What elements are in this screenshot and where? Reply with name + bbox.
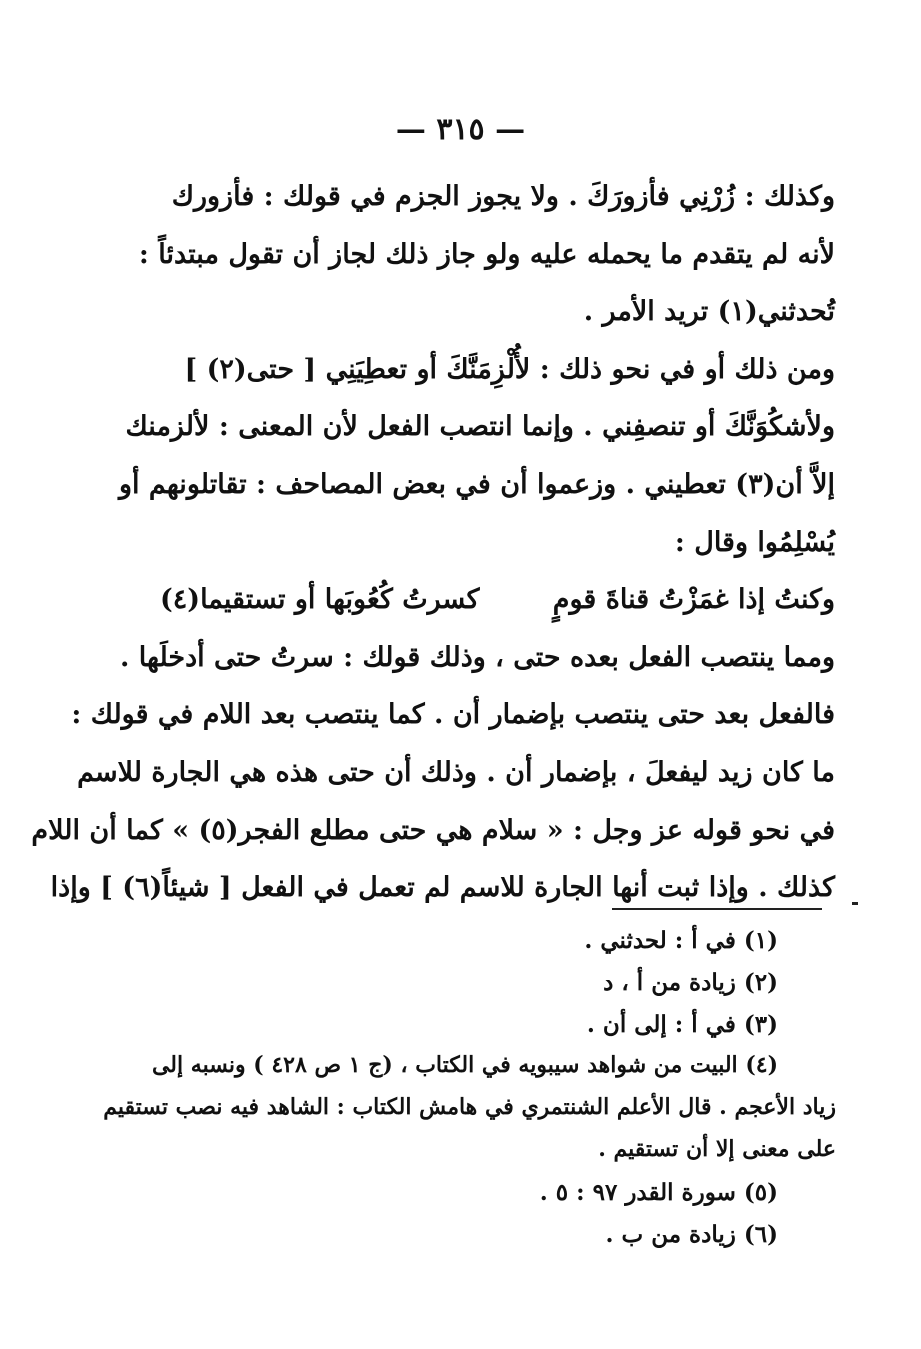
verse-first-hemistich: وكنتُ إذا غمَزْتُ قناةَ قومٍ: [552, 584, 835, 616]
text-line: يُسْلِمُوا وقال :: [674, 526, 835, 558]
footnote-separator: [612, 908, 822, 910]
text-line: إلاَّ أن(٣) تعطيني . وزعموا أن في بعض المصاحف : تقاتلونهم أو: [118, 468, 835, 500]
footnote-3: (٣) في أ : إلى أن .: [586, 1011, 778, 1038]
text-line: وكذلك : زُرْنِي فأزورَكَ . ولا يجوز الجزم في قولك : فأزورك: [171, 181, 835, 212]
main-text: [31, 168, 835, 917]
text-line: ما كان زيد ليفعلَ ، بإضمار أن . وذلك أن حتى هذه هي الجارة للاسم: [77, 756, 835, 788]
poetry-verse: [160, 571, 835, 629]
text-line: كذلك . وإذا ثبت أنها الجارة للاسم لم تعمل في الفعل [ شيئاً(٦) ] وإذا: [50, 872, 835, 904]
footnote-2: (٢) زيادة من أ ، د: [603, 969, 778, 996]
text-line: تُحدثني(١) تريد الأمر .: [583, 296, 835, 328]
text-line: ومن ذلك أو في نحو ذلك : لأُلْزِمَنَّكَ أو تعطِيَنِي [ حتى(٢) ]: [184, 353, 835, 385]
text-line: ومما ينتصب الفعل بعده حتى ، وذلك قولك : سرتُ حتى أدخلَها .: [120, 641, 835, 673]
footnotes: [103, 920, 836, 1256]
verse-second-hemistich: كسرتُ كُعُوبَها أو تستقيما(٤): [160, 584, 480, 616]
page-number: — ٣١٥ —: [395, 112, 526, 147]
footnote-6: (٦) زيادة من ب .: [605, 1221, 778, 1248]
footnote-4: (٤) البيت من شواهد سيبويه في الكتاب ، (ج ١ ص ٤٢٨ ) ونسبه إلى: [151, 1052, 778, 1078]
footnote-4-continuation: زياد الأعجم . قال الأعلم الشنتمري في هامش الكتاب : الشاهد فيه نصب تستقيم: [103, 1094, 836, 1120]
text-line: ولأشكُوَنَّكَ أو تنصفِني . وإنما انتصب الفعل لأن المعنى : لألزمنك: [125, 411, 835, 443]
footnote-4-continuation: على معنى إلا أن تستقيم .: [598, 1136, 836, 1162]
footnote-1: (١) في أ : لحدثني .: [584, 927, 778, 954]
text-line: في نحو قوله عز وجل : « سلام هي حتى مطلع الفجر(٥) » كما أن اللام: [31, 814, 835, 846]
text-line: لأنه لم يتقدم ما يحمله عليه ولو جاز ذلك لجاز أن تقول مبتدئاً :: [138, 238, 835, 270]
text-line: فالفعل بعد حتى ينتصب بإضمار أن . كما ينتصب بعد اللام في قولك :: [71, 699, 835, 731]
footnote-5: (٥) سورة القدر ٩٧ : ٥ .: [539, 1179, 778, 1206]
margin-mark: [852, 902, 858, 905]
